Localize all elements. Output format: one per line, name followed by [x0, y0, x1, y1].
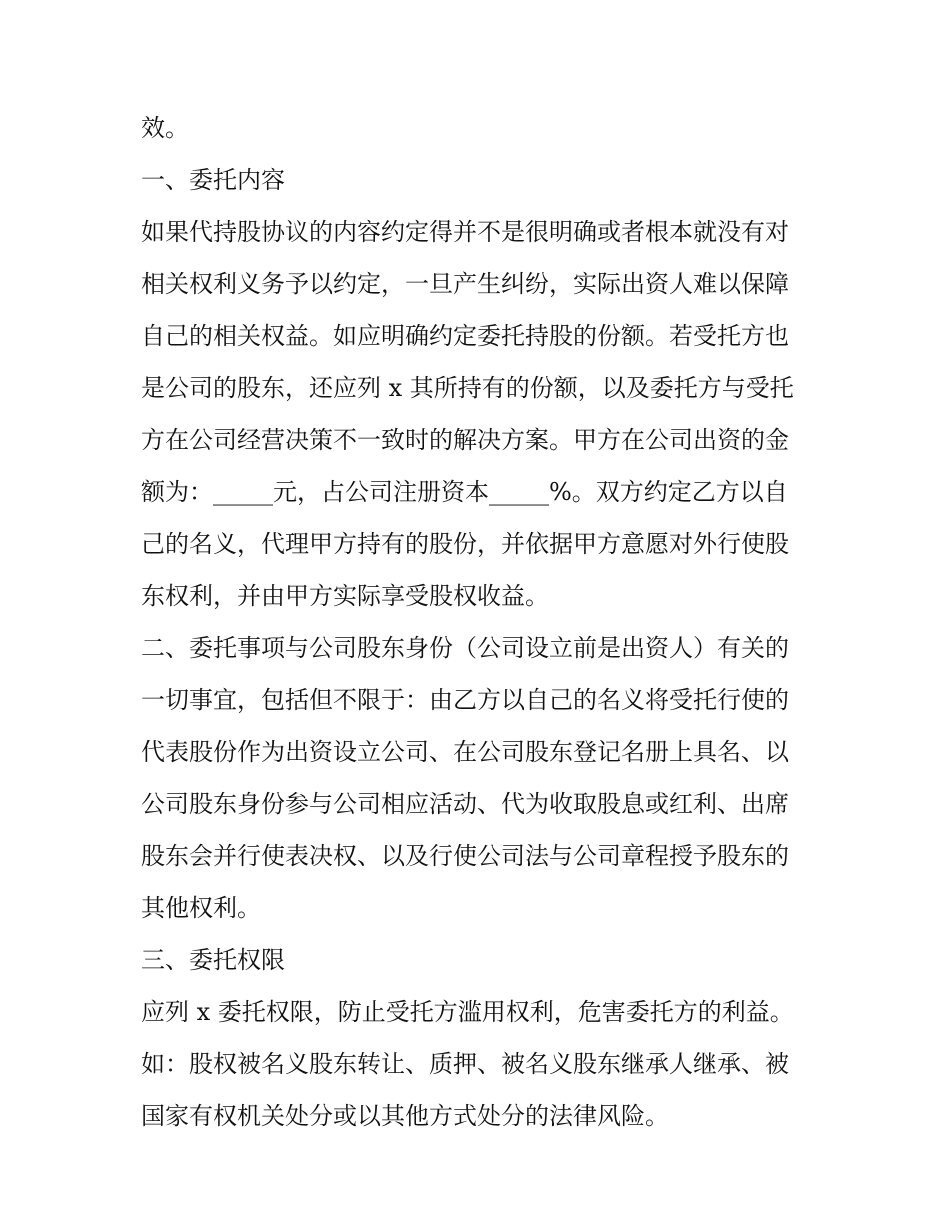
text-line: 如：股权被名义股东转让、质押、被名义股东继承人继承、被 [141, 1050, 789, 1078]
text-line: 自己的相关权益。如应明确约定委托持股的份额。若受托方也 [141, 322, 789, 350]
text-line: 其他权利。 [141, 894, 261, 922]
text-line: 效。 [141, 114, 189, 142]
text-line: 国家有权机关处分或以其他方式处分的法律风险。 [141, 1102, 669, 1130]
text-line: 一切事宜，包括但不限于：由乙方以自己的名义将受托行使的 [141, 686, 789, 714]
text-line: 己的名义，代理甲方持有的股份，并依据甲方意愿对外行使股 [141, 530, 789, 558]
text-line: 代表股份作为出资设立公司、在公司股东登记名册上具名、以 [141, 738, 789, 766]
text-line: 股东会并行使表决权、以及行使公司法与公司章程授予股东的 [141, 842, 789, 870]
text-line: 额为：_____元，占公司注册资本_____%。双方约定乙方以自 [141, 478, 788, 506]
text-line: 公司股东身份参与公司相应活动、代为收取股息或红利、出席 [141, 790, 789, 818]
section-heading: 二、委托事项与公司股东身份（公司设立前是出资人）有关的 [141, 634, 789, 662]
text-line: 东权利，并由甲方实际享受股权收益。 [141, 582, 549, 610]
text-line: 相关权利义务予以约定，一旦产生纠纷，实际出资人难以保障 [141, 270, 789, 298]
text-line: 应列 x 委托权限，防止受托方滥用权利，危害委托方的利益。 [141, 998, 794, 1026]
text-line: 方在公司经营决策不一致时的解决方案。甲方在公司出资的金 [141, 426, 789, 454]
section-heading: 一、委托内容 [141, 166, 285, 194]
text-line: 如果代持股协议的内容约定得并不是很明确或者根本就没有对 [141, 218, 789, 246]
section-heading: 三、委托权限 [141, 946, 285, 974]
text-line: 是公司的股东，还应列 x 其所持有的份额，以及委托方与受托 [141, 374, 794, 402]
